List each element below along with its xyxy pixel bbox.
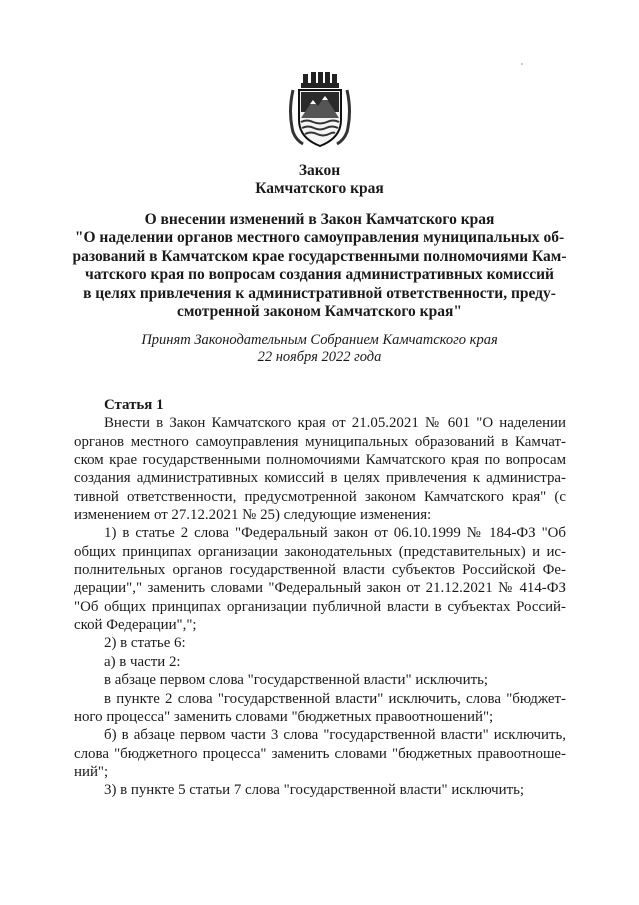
paragraph-line: 1) в статье 2 слова "Федеральный закон от 06.10.1999 № 184-ФЗ "Об bbox=[104, 525, 566, 542]
item-2a: а) в части 2: bbox=[104, 653, 181, 670]
law-subject bbox=[60, 211, 579, 321]
paragraph-line: органов местного самоуправления муниципальных образований в Камчат- bbox=[74, 433, 566, 450]
paragraph-line: дерации"," заменить словами "Федеральный закон от 21.12.2021 № 414-ФЗ bbox=[74, 580, 566, 597]
paragraph-line: полнительных органов государственной власти субъектов Российской Фе- bbox=[74, 562, 566, 579]
title-line-law: Закон bbox=[298, 162, 341, 179]
kamchatka-coat-of-arms bbox=[287, 72, 353, 150]
paragraph-line: "Об общих принципах организации публичной власти в субъектах Россий- bbox=[74, 598, 566, 615]
adoption-note bbox=[60, 332, 579, 366]
subject-line: смотренной законом Камчатского края" bbox=[177, 303, 462, 321]
item-2: 2) в статье 6: bbox=[104, 635, 186, 652]
paragraph-line: изменением от 27.12.2021 № 25) следующие изменения: bbox=[74, 507, 432, 524]
item-3: 3) в пункте 5 статьи 7 слова "государственной власти" исключить; bbox=[104, 782, 525, 799]
subject-line: О внесении изменений в Закон Камчатского края bbox=[144, 211, 495, 228]
article-heading: Статья 1 bbox=[104, 397, 164, 413]
adoption-date: 22 ноября 2022 года bbox=[257, 349, 382, 365]
subject-line: разований в Камчатском крае государственными полномочиями Кам- bbox=[72, 247, 567, 265]
subject-line: "О наделении органов местного самоуправления муниципальных об- bbox=[74, 229, 565, 247]
paragraph-line: Внести в Закон Камчатского края от 21.05.2021 № 601 "О наделении bbox=[104, 415, 566, 432]
adoption-body: Принят Законодательным Собранием Камчатского края bbox=[141, 332, 498, 348]
law-title bbox=[60, 162, 579, 198]
paragraph-line: ного процесса" заменить словами "бюджетных правоотношений"; bbox=[74, 708, 494, 725]
item-1 bbox=[74, 524, 566, 634]
item-2a-para-1: в абзаце первом слова "государственной власти" исключить; bbox=[104, 672, 489, 689]
subject-line: в целях привлечения к административной ответственности, преду- bbox=[83, 284, 556, 302]
paragraph-line: в пункте 2 слова "государственной власти" исключить, слова "бюджет- bbox=[104, 690, 566, 707]
law-body bbox=[74, 396, 566, 800]
scan-speck bbox=[521, 63, 523, 65]
paragraph-line: создания административных комиссий в целях привлечения к администра- bbox=[74, 470, 566, 487]
paragraph-line: общих принципах организации законодательных (представительных) и ис- bbox=[74, 543, 566, 560]
paragraph-line: ний"; bbox=[74, 763, 109, 780]
article-intro bbox=[74, 414, 566, 524]
paragraph-line: ском крае государственными полномочиями Камчатского края по вопросам bbox=[74, 452, 566, 469]
paragraph-line: б) в абзаце первом части 3 слова "государственной власти" исключить, bbox=[104, 727, 566, 744]
item-2a-para-2 bbox=[74, 690, 566, 727]
paragraph-line: ской Федерации","; bbox=[74, 617, 197, 634]
item-2b bbox=[74, 726, 566, 781]
paragraph-line: слова "бюджетного процесса" заменить словами "бюджетных правоотноше- bbox=[74, 745, 566, 762]
paragraph-line: тивной ответственности, предусмотренной законом Камчатского края" (с bbox=[74, 488, 566, 505]
title-line-region: Камчатского края bbox=[255, 180, 384, 197]
subject-line: чатского края по вопросам создания административных комиссий bbox=[85, 266, 554, 284]
